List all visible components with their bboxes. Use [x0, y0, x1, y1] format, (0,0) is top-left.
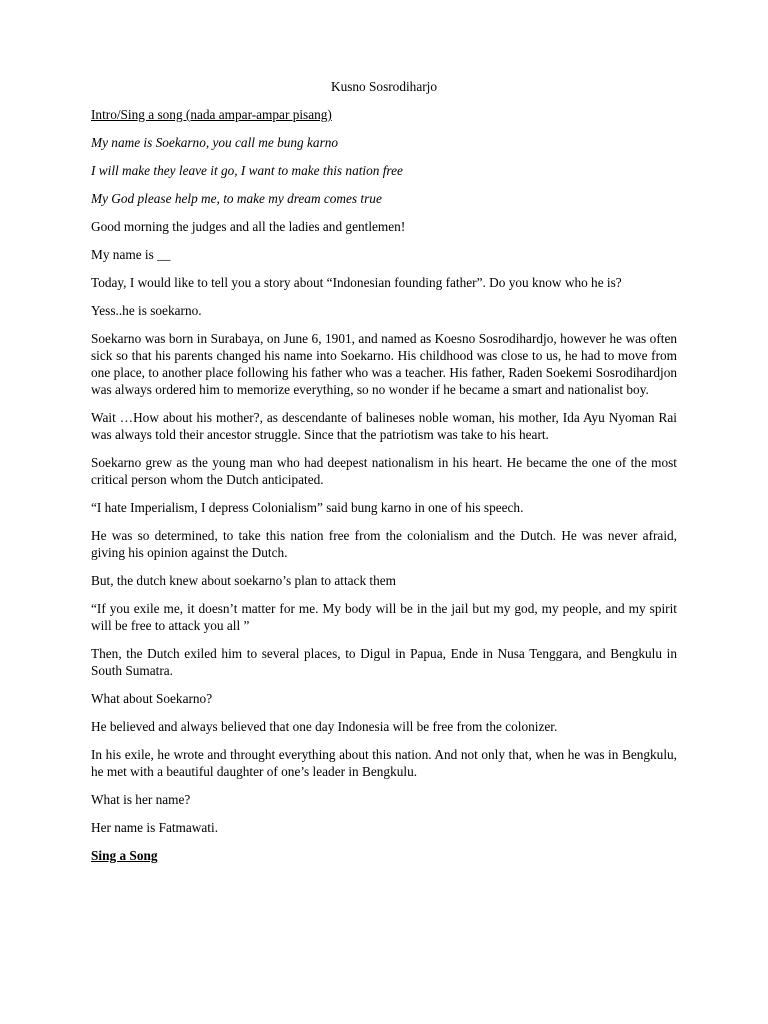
- sing-a-song-heading: Sing a Song: [91, 848, 158, 863]
- paragraph: But, the dutch knew about soekarno’s plan to attack them: [91, 573, 397, 588]
- paragraph: Her name is Fatmawati.: [91, 820, 219, 835]
- paragraph: In his exile, he wrote and throught everything about this nation. And not only that, when he was in Bengkulu, he met with a beautiful daughter of one’s leader in Bengkulu.: [91, 747, 677, 779]
- paragraph: Soekarno was born in Surabaya, on June 6, 1901, and named as Koesno Sosrodihardjo, however he was often sick so that his parents changed his name into Soekarno. His childhood was close to us, he had to move from one place, to another place following his father who was a teacher. His father, Raden Soekemi Sosrodihardjon was always ordered him to memorize everything, so no wonder if he became a smart and nationalist boy.: [91, 331, 677, 397]
- document-body: [91, 78, 677, 875]
- paragraph: Wait …How about his mother?, as descendante of balineses noble woman, his mother, Ida Ayu Nyoman Rai was always told their ancestor struggle. Since that the patriotism was take to his heart.: [91, 410, 677, 442]
- paragraph: Then, the Dutch exiled him to several places, to Digul in Papua, Ende in Nusa Tenggara, and Bengkulu in South Sumatra.: [91, 646, 677, 678]
- paragraph: Soekarno grew as the young man who had deepest nationalism in his heart. He became the one of the most critical person whom the Dutch anticipated.: [91, 455, 677, 487]
- paragraph: Yess..he is soekarno.: [91, 303, 202, 318]
- paragraph: He believed and always believed that one day Indonesia will be free from the colonizer.: [91, 719, 558, 734]
- document-title: Kusno Sosrodiharjo: [330, 79, 437, 94]
- paragraph: Good morning the judges and all the ladies and gentlemen!: [91, 219, 406, 234]
- paragraph: My name is __: [91, 247, 171, 262]
- song-line: I will make they leave it go, I want to make this nation free: [91, 163, 403, 178]
- paragraph: He was so determined, to take this nation free from the colonialism and the Dutch. He was never afraid, giving his opinion against the Dutch.: [91, 528, 677, 560]
- paragraph: What is her name?: [91, 792, 191, 807]
- quote-paragraph: “I hate Imperialism, I depress Colonialism” said bung karno in one of his speech.: [91, 500, 524, 515]
- intro-heading: Intro/Sing a song (nada ampar-ampar pisang): [91, 107, 332, 122]
- song-line: My God please help me, to make my dream comes true: [91, 191, 382, 206]
- paragraph: What about Soekarno?: [91, 691, 213, 706]
- paragraph: Today, I would like to tell you a story about “Indonesian founding father”. Do you know who he is?: [91, 275, 622, 290]
- quote-paragraph: “If you exile me, it doesn’t matter for me. My body will be in the jail but my god, my people, and my spirit will be free to attack you all ”: [91, 601, 677, 633]
- song-line: My name is Soekarno, you call me bung karno: [91, 135, 339, 150]
